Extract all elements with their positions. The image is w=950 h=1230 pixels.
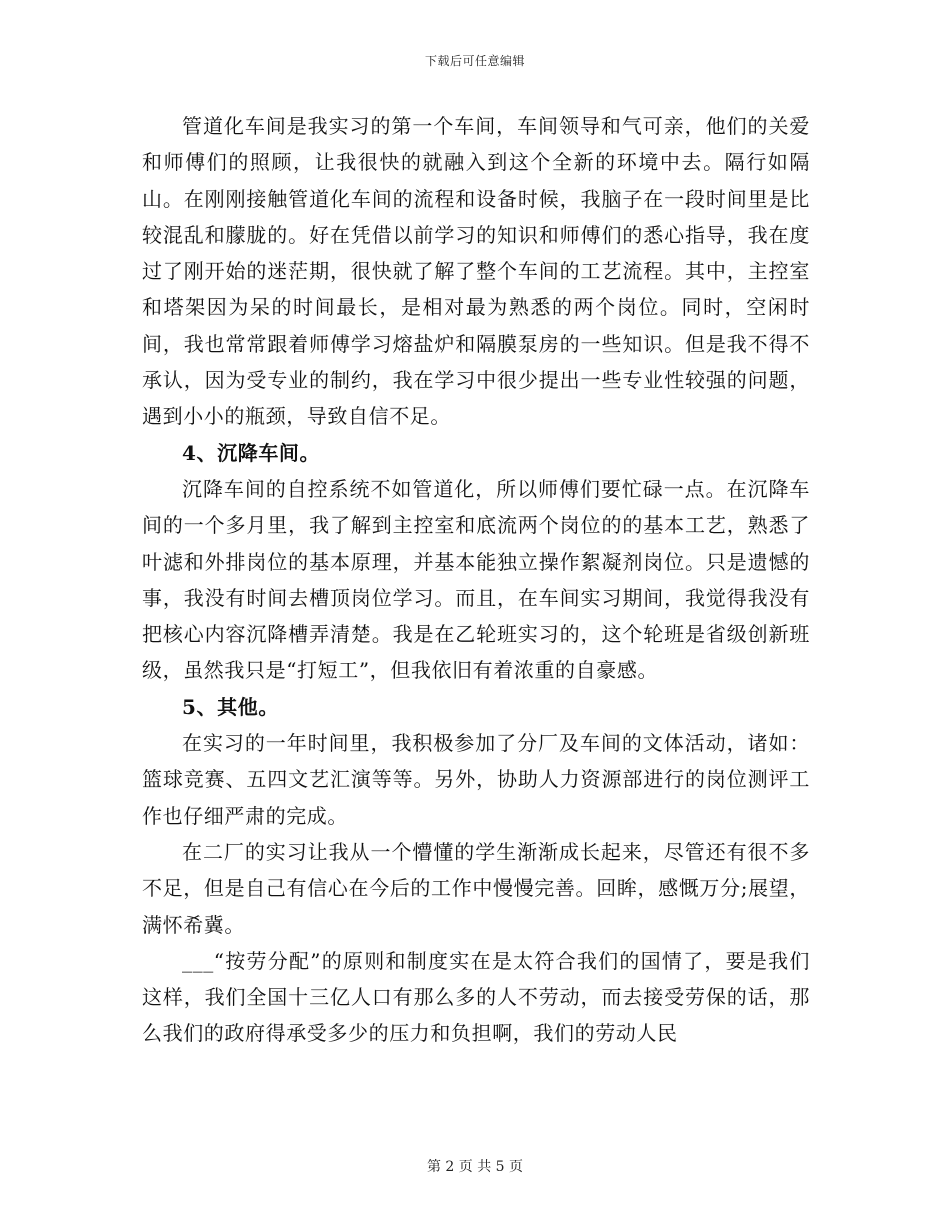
paragraph-pipeline-workshop: 管道化车间是我实习的第一个车间，车间领导和气可亲，他们的关爱和师傅们的照顾，让我很快的就融入到这个全新的环境中去。隔行如隔山。在刚刚接触管道化车间的流程和设备时候，我脑子在一段时间里是比较混乱和朦胧的。好在凭借以前学习的知识和师傅们的悉心指导，我在度过了刚开始的迷茫期，很快就了解了整个车间的工艺流程。其中，主控室和塔架因为呆的时间最长，是相对最为熟悉的两个岗位。同时，空闲时间，我也常常跟着师傅学习熔盐炉和隔膜泵房的一些知识。但是我不得不承认，因为受专业的制约，我在学习中很少提出一些专业性较强的问题，遇到小小的瓶颈，导致自信不足。 [142,114,810,429]
document-body [142,108,810,1052]
paragraph-activities: 在实习的一年时间里，我积极参加了分厂及车间的文体活动，诸如：篮球竞赛、五四文艺汇演等等。另外，协助人力资源部进行的岗位测评工作也仔细严肃的完成。 [142,731,810,828]
paragraph-settling-workshop: 沉降车间的自控系统不如管道化，所以师傅们要忙碌一点。在沉降车间的一个多月里，我了解到主控室和底流两个岗位的的基本工艺，熟悉了叶滤和外排岗位的基本原理，并基本能独立操作絮凝剂岗位。只是遗憾的事，我没有时间去槽顶岗位学习。而且，在车间实习期间，我觉得我没有把核心内容沉降槽弄清楚。我是在乙轮班实习的，这个轮班是省级创新班级，虽然我只是“打短工”，但我依旧有着浓重的自豪感。 [142,476,810,683]
section-heading-other: 5、其他。 [182,694,279,719]
page-number: 第 2 页 共 5 页 [426,1159,524,1175]
section-heading-settling-workshop: 4、沉降车间。 [182,440,321,465]
paragraph-distribution: ___“按劳分配”的原则和制度实在是太符合我们的国情了，要是我们这样，我们全国十三亿人口有那么多的人不劳动，而去接受劳保的话，那么我们的政府得承受多少的压力和负担啊，我们的劳动人民 [142,948,810,1046]
paragraph-growth: 在二厂的实习让我从一个懵懂的学生渐渐成长起来，尽管还有很不多不足，但是自己有信心在今后的工作中慢慢完善。回眸，感慨万分;展望，满怀希冀。 [142,839,810,937]
page-header: 下载后可任意编辑 [424,54,525,68]
